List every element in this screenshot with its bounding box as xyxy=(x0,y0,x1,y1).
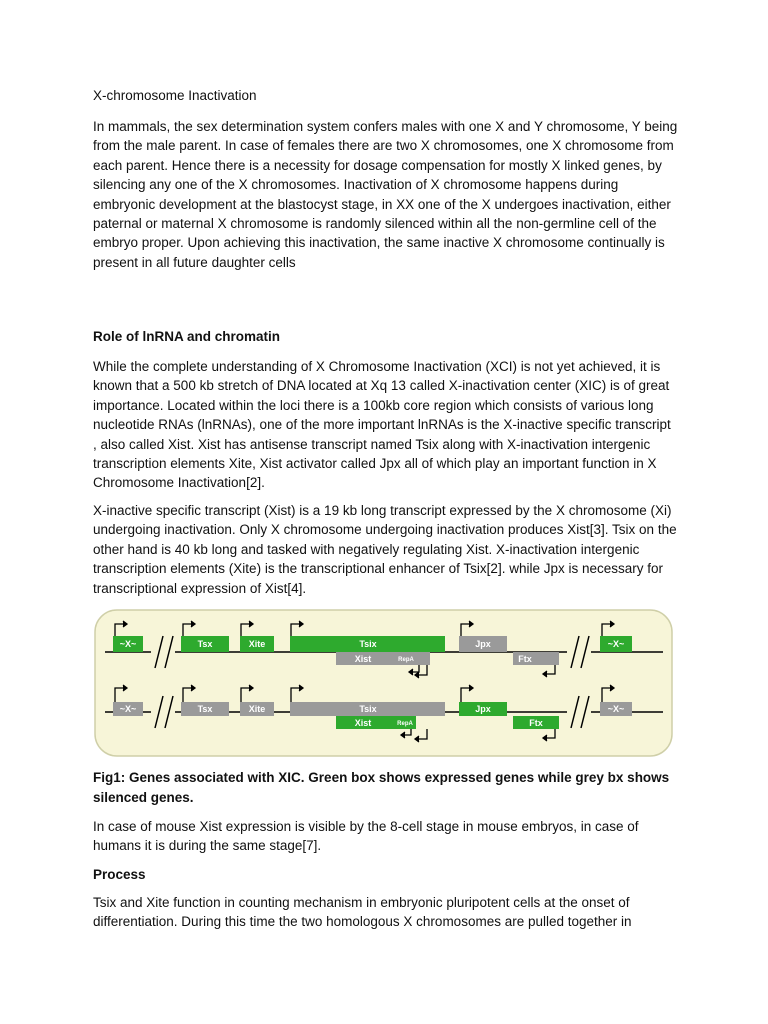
label-xist-2: Xist xyxy=(354,718,372,728)
lnrna-paragraph-2: X-inactive specific transcript (Xist) is a 19 kb long transcript expressed by the X chromosome (Xi) undergoing inactivation. Only X chromosome undergoing inactivation produces Xist[3]. Tsix on the other hand is 40 kb long and tasked with negatively regulating Xist. X-inactivation intergenic transcription elements (Xite) is the transcriptional enhancer of Tsix[2]. while Jpx is necessary for transcriptional expression of Xist[4]. xyxy=(93,503,677,596)
label-tsx-2: Tsx xyxy=(197,704,213,714)
label-ftx-2: Ftx xyxy=(529,718,543,728)
figure-background xyxy=(95,610,672,756)
label-repa: RepA xyxy=(398,657,414,663)
label-tsix: Tsix xyxy=(359,639,377,649)
document-title: X-chromosome Inactivation xyxy=(93,88,257,103)
lnrna-paragraph-1: While the complete understanding of X Chromosome Inactivation (XCI) is not yet achieved, it is known that a 500 kb stretch of DNA located at Xq 13 called X-inactivation center (XIC) is of great importance. Located within the loci there is a 100kb core region which consists of various long nucleotide RNAs (lnRNAs), one of the more important lnRNAs is the X-inactive specific transcript , also called Xist. Xist has antisense transcript named Tsix along with X-inactivation intergenic transcription elements Xite, Xist activator called Jpx all of which play an important function in X Chromosome Inactivation[2]. xyxy=(93,359,671,491)
intro-paragraph: In mammals, the sex determination system confers males with one X and Y chromosome, Y being from the male parent. In case of females there are two X chromosomes, one X chromosome from each parent. Hence there is a necessity for dosage compensation for mostly X linked genes, by silencing any one of the X chromosomes. Inactivation of X chromosome happens during embryonic development at the blastocyst stage, in XX one of the X undergoes inactivation, either paternal or maternal X chromosome is randomly silenced within all the non-germline cell of the embryo proper. Upon achieving this inactivation, the same inactive X chromosome continually is present in all future daughter cells xyxy=(93,119,678,270)
label-xite: Xite xyxy=(248,639,266,649)
label-x-left-2: ~X~ xyxy=(119,704,137,714)
section-heading-lnrna: Role of lnRNA and chromatin xyxy=(93,329,281,344)
section-heading-process: Process xyxy=(93,867,146,882)
process-paragraph: Tsix and Xite function in counting mechanism in embryonic pluripotent cells at the onset of differentiation. During this time the two homologous X chromosomes are pulled together in xyxy=(93,895,632,930)
label-x-right: ~X~ xyxy=(607,639,625,649)
label-xite-2: Xite xyxy=(248,704,266,714)
label-tsix-2: Tsix xyxy=(359,704,377,714)
label-jpx-2: Jpx xyxy=(475,704,491,714)
xic-diagram xyxy=(93,608,675,758)
figure-caption: Fig1: Genes associated with XIC. Green box shows expressed genes while grey bx shows silenced genes. xyxy=(93,770,670,805)
xic-gene-figure xyxy=(93,608,675,758)
label-jpx: Jpx xyxy=(475,639,491,649)
label-tsx: Tsx xyxy=(197,639,213,649)
mouse-paragraph: In case of mouse Xist expression is visible by the 8-cell stage in mouse embryos, in case of humans it is during the same stage[7]. xyxy=(93,819,639,854)
label-ftx: Ftx xyxy=(518,654,532,664)
label-xist: Xist xyxy=(354,654,372,664)
label-repa-2: RepA xyxy=(397,721,413,727)
label-x-right-2: ~X~ xyxy=(607,704,625,714)
label-x-left: ~X~ xyxy=(119,639,137,649)
